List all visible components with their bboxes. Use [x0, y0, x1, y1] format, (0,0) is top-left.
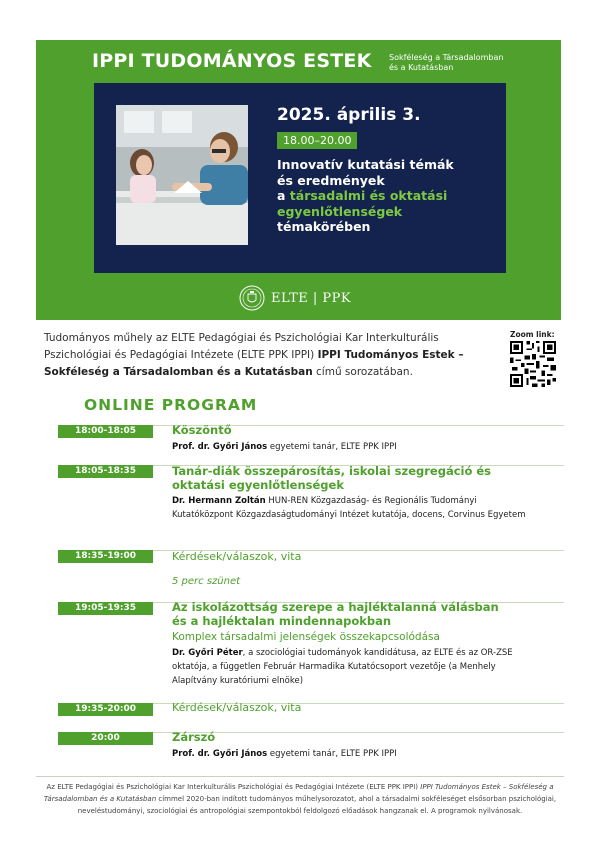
speaker-desc: egyetemi tanár, ELTE PPK IPPI	[267, 442, 397, 452]
topic-prefix: a	[277, 188, 290, 203]
photo-illustration	[116, 105, 248, 245]
session-title-line: oktatási egyenlőtlenségek	[172, 478, 344, 492]
intro-part: című sorozatában.	[312, 366, 413, 378]
elte-ppk-logo	[239, 283, 351, 313]
event-panel	[94, 83, 506, 273]
speaker-desc: egyetemi tanár, ELTE PPK IPPI	[267, 749, 397, 759]
session-title: Köszöntő	[172, 423, 232, 437]
footer-divider	[36, 776, 564, 777]
topic-line: Innovatív kutatási témák	[277, 157, 454, 172]
series-subtitle-line2: és a Kutatásban	[389, 63, 454, 72]
classroom-photo	[116, 105, 248, 245]
event-time-badge: 18.00–20.00	[277, 132, 357, 149]
session-subtitle: Komplex társadalmi jelenségek összekapcsolódása	[172, 631, 440, 643]
speaker-desc: HUN-REN Közgazdaság- és Regionális Tudományi Kutatóközpont Közgazdaságtudományi Intézet kutatója, docens, Corvinus Egyetem	[172, 496, 526, 520]
program-heading: ONLINE PROGRAM	[84, 396, 258, 414]
session-title: Zárszó	[172, 730, 216, 744]
logo-text: ELTE | PPK	[271, 290, 352, 306]
time-badge: 18:00-18:05	[58, 425, 153, 438]
zoom-link-block	[510, 330, 562, 391]
session-title	[172, 600, 532, 628]
speaker-name: Dr. Hermann Zoltán	[172, 496, 266, 506]
qr-code-icon[interactable]	[510, 341, 556, 387]
time-badge: 20:00	[58, 732, 153, 745]
series-subtitle	[389, 53, 503, 73]
speaker-name: Prof. dr. Győri János	[172, 749, 268, 759]
time-badge: 19:05-19:35	[58, 602, 153, 615]
session-title-line: Az iskolázottság szerepe a hajléktalanná válásban	[172, 600, 499, 614]
speaker	[172, 646, 532, 688]
intro-series-name: IPPI Tudományos Estek – Sokféleség a Társadalomban és a Kutatásban	[44, 349, 464, 378]
topic-line: témakörében	[277, 219, 371, 234]
topic-highlight: társadalmi és oktatási	[289, 188, 448, 203]
speaker	[172, 494, 532, 522]
footer-part: Az ELTE Pedagógiai és Pszichológiai Kar Interkulturális Pszichológiai és Pedagógiai Intézete (ELTE PPK IPPI)	[46, 783, 421, 791]
speaker-desc: , a szociológiai tudományok kandidátusa, az ELTE és az OR-ZSE oktatója, a független Február Harmadika Kutatócsoport vezetője (a Menhely Alapítvány kuratóriumi elnöke)	[172, 648, 513, 686]
zoom-label: Zoom link:	[510, 330, 555, 339]
time-badge: 19:35-20:00	[58, 703, 153, 716]
session-title: Kérdések/válaszok, vita	[172, 701, 302, 714]
speaker	[172, 440, 397, 454]
event-topic	[277, 157, 497, 235]
footer-series-name: IPPI Tudományos Estek – Sokféleség a Társadalomban és a Kutatásban	[43, 783, 554, 803]
series-title: IPPI TUDOMÁNYOS ESTEK	[92, 50, 372, 72]
time-badge: 18:05-18:35	[58, 465, 153, 478]
speaker-name: Dr. Győri Péter	[172, 648, 243, 658]
topic-line: és eredmények	[277, 172, 385, 188]
session-title: Kérdések/válaszok, vita	[172, 550, 302, 563]
footer-part: címmel 2020-ban indított tudományos műhelysorozatot, ahol a társadalmi sokféleséget elsősorban pszichológiai, neveléstudományi, szociológiai és antropológiai szempontokból feldolgozó előadások hangzanak el. A programok nyilvánosak.	[77, 795, 557, 815]
series-subtitle-line1: Sokféleség a Társadalomban	[389, 53, 504, 62]
footer-note	[36, 781, 564, 817]
break-note: 5 perc szünet	[172, 576, 241, 587]
event-date: 2025. április 3.	[277, 105, 421, 125]
session-title-line: Tanár-diák összepárosítás, iskolai szegregáció és	[172, 464, 492, 478]
topic-line	[277, 188, 497, 204]
topic-highlight: egyenlőtlenségek	[277, 203, 403, 219]
intro-text	[44, 330, 494, 381]
header-banner	[36, 40, 561, 320]
speaker-name: Prof. dr. Győri János	[172, 442, 268, 452]
crest-icon	[239, 285, 265, 311]
time-badge: 18:35-19:00	[58, 550, 153, 563]
session-title	[172, 464, 512, 492]
session-title-line: és a hajléktalan mindennapokban	[172, 614, 392, 628]
speaker	[172, 747, 397, 761]
intro-part: Tudományos műhely az ELTE Pedagógiai és Pszichológiai Kar Interkulturális Pszichológiai és Pedagógiai Intézete (ELTE PPK IPPI)	[44, 332, 439, 361]
